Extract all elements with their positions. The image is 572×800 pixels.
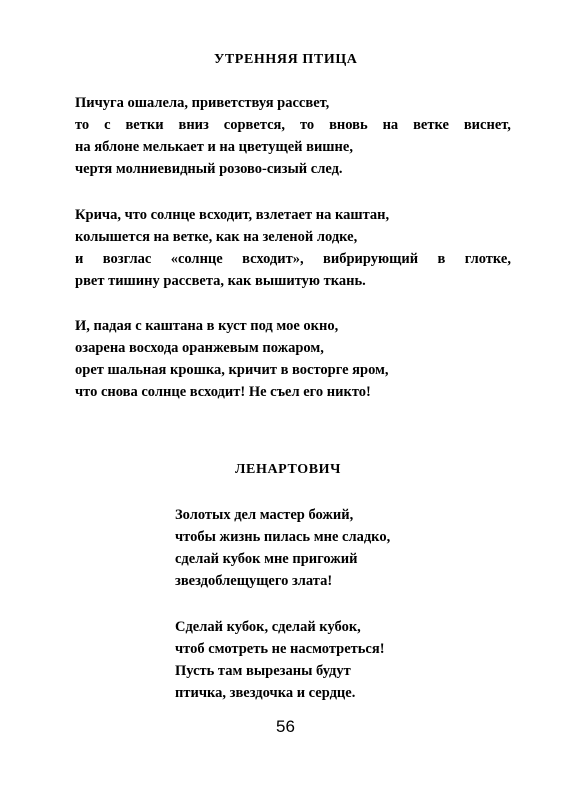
- poem-line: Пичуга ошалела, приветствуя рассвет,: [75, 95, 330, 111]
- poem-word: вибрирующий: [323, 251, 419, 267]
- poem-line: колышется на ветке, как на зеленой лодке,: [75, 229, 358, 245]
- page-number: 56: [276, 717, 295, 736]
- poem-title: ЛЕНАРТОВИЧ: [235, 462, 342, 477]
- poem-word: глотке,: [464, 251, 511, 267]
- poem-line: И, падая с каштана в куст под мое окно,: [75, 318, 339, 334]
- poem-line: озарена восхода оранжевым пожаром,: [75, 340, 324, 356]
- poem-line: звездоблещущего злата!: [175, 573, 333, 589]
- poem-line: рвет тишину рассвета, как вышитую ткань.: [75, 273, 366, 289]
- poem-title: УТРЕННЯЯ ПТИЦА: [214, 52, 358, 67]
- poem-line: чтоб смотреть не насмотреться!: [175, 641, 385, 657]
- poem-line: Крича, что солнце всходит, взлетает на каштан,: [75, 207, 390, 223]
- poem-line: Пусть там вырезаны будут: [175, 663, 351, 679]
- poem-word: и: [75, 251, 84, 267]
- poem-word: в: [437, 251, 446, 267]
- poem-line: [75, 252, 511, 267]
- poem-line: птичка, звездочка и сердце.: [175, 685, 356, 701]
- poem-word: ветке: [413, 117, 449, 133]
- poem-word: вниз: [178, 117, 209, 133]
- poem-word: «солнце: [170, 251, 223, 267]
- poem-word: виснет,: [463, 117, 511, 133]
- poem-line: на яблоне мелькает и на цветущей вишне,: [75, 139, 353, 155]
- poem-word: с: [104, 117, 111, 133]
- poem-word: то: [75, 117, 90, 133]
- poem-word: возглас: [102, 251, 152, 267]
- poem-word: всходит»,: [242, 251, 304, 267]
- poem-word: на: [382, 117, 399, 133]
- poem-line: Сделай кубок, сделай кубок,: [175, 619, 361, 635]
- poem-word: ветки: [125, 117, 164, 133]
- poem-line: что снова солнце всходит! Не съел его никто!: [75, 384, 371, 400]
- poem-line: Золотых дел мастер божий,: [175, 507, 354, 523]
- poem-line: чертя молниевидный розово-сизый след.: [75, 161, 343, 177]
- poem-word: вновь: [329, 117, 368, 133]
- poem-word: сорвется,: [223, 117, 286, 133]
- poem-line: чтобы жизнь пилась мне сладко,: [175, 529, 391, 545]
- poem-line: сделай кубок мне пригожий: [175, 551, 358, 567]
- poem-word: то: [299, 117, 315, 133]
- poem-line: орет шальная крошка, кричит в восторге яром,: [75, 362, 389, 378]
- poem-line: [75, 118, 511, 133]
